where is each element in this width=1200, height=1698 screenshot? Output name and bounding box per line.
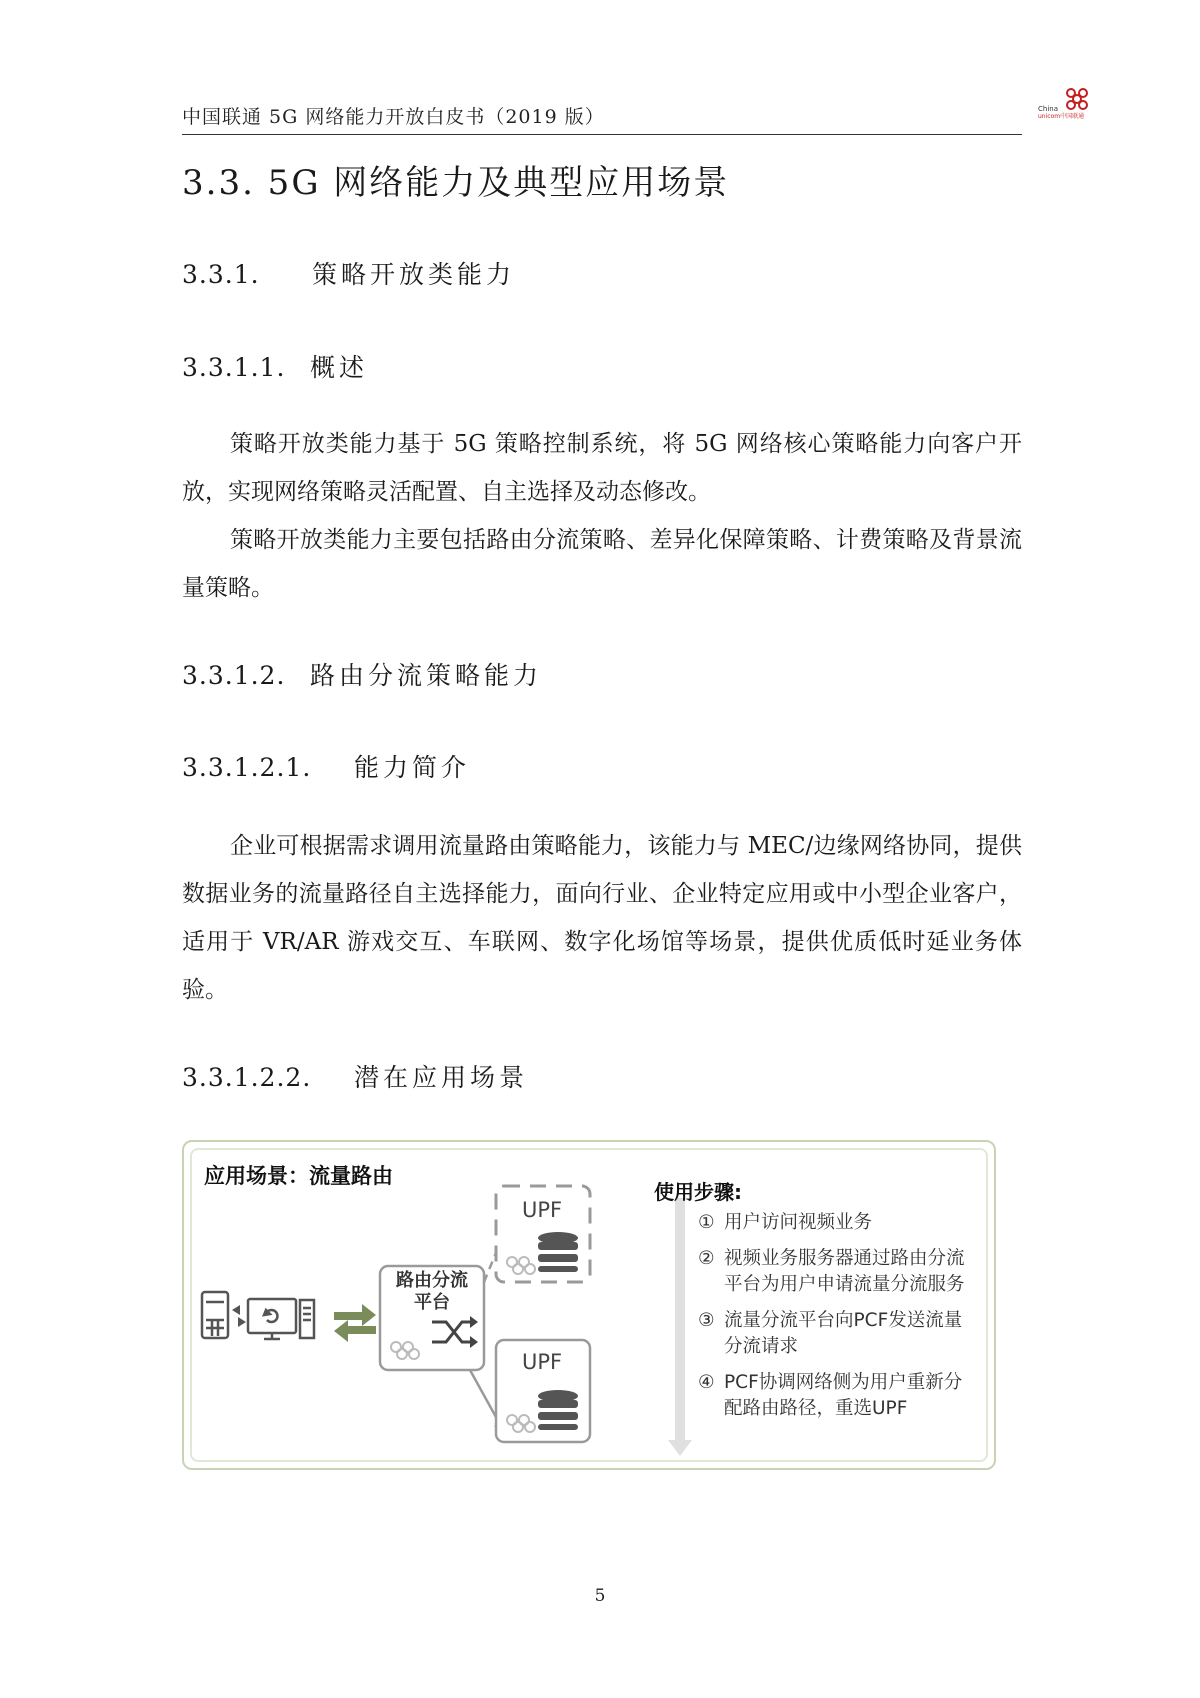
step-text: PCF协调网络侧为用户重新分配路由路径，重选UPF bbox=[724, 1372, 963, 1419]
bidirectional-green-arrow-icon bbox=[334, 1304, 376, 1342]
company-logo bbox=[1038, 86, 1094, 122]
routing-platform-label bbox=[382, 1270, 482, 1314]
header-title: 中国联通 5G 网络能力开放白皮书（2019 版） bbox=[182, 106, 605, 128]
scenario-figure bbox=[182, 1140, 996, 1470]
heading-text: 潜在应用场景 bbox=[354, 1063, 529, 1092]
logo-china-text: China bbox=[1038, 105, 1058, 113]
upf-top-label: UPF bbox=[522, 1198, 563, 1222]
heading-number: 3.3.1.2. bbox=[182, 661, 286, 690]
step-number: ③ bbox=[698, 1310, 715, 1331]
step-item bbox=[698, 1370, 978, 1422]
platform-label-line1: 路由分流 bbox=[396, 1270, 468, 1291]
steps-progress-arrow bbox=[668, 1198, 692, 1456]
figure-title: 应用场景：流量路由 bbox=[204, 1164, 393, 1188]
heading-3-3-1 bbox=[182, 255, 515, 291]
platform-label-line2: 平台 bbox=[414, 1292, 450, 1313]
step-text: 视频业务服务器通过路由分流平台为用户申请流量分流服务 bbox=[724, 1248, 965, 1295]
heading-text: 策略开放类能力 bbox=[312, 260, 516, 289]
step-item bbox=[698, 1210, 978, 1236]
heading-3-3-1-1 bbox=[182, 348, 368, 384]
unicom-knot-icon bbox=[1062, 86, 1092, 112]
heading-text: 能力简介 bbox=[354, 753, 471, 782]
section-heading: 3.3. 5G 网络能力及典型应用场景 bbox=[182, 163, 730, 203]
phone-icon bbox=[202, 1292, 228, 1338]
heading-number: 3.3.1. bbox=[182, 260, 260, 289]
step-text: 流量分流平台向PCF发送流量分流请求 bbox=[724, 1310, 963, 1357]
intro-paragraph: 企业可根据需求调用流量路由策略能力，该能力与 MEC/边缘网络协同，提供数据业务的流量路径自主选择能力，面向行业、企业特定应用或中小型企业客户，适用于 VR/AR 游戏交互、车联网、数字化场馆等场景，提供优质低时延业务体验。 bbox=[182, 833, 1022, 1003]
header-rule bbox=[182, 134, 1022, 135]
heading-number: 3.3.1.1. bbox=[182, 353, 286, 382]
page-number: 5 bbox=[594, 1586, 606, 1606]
step-number: ② bbox=[698, 1248, 715, 1269]
step-item bbox=[698, 1246, 978, 1298]
heading-3-3-1-2-2 bbox=[182, 1058, 528, 1094]
steps-title: 使用步骤: bbox=[654, 1180, 742, 1204]
link-arrows-icon bbox=[232, 1305, 246, 1327]
overview-paragraph-2: 策略开放类能力主要包括路由分流策略、差异化保障策略、计费策略及背景流量策略。 bbox=[182, 527, 1022, 601]
logo-unicom-text: unicom中国联通 bbox=[1038, 113, 1085, 120]
computer-icon bbox=[248, 1299, 314, 1339]
heading-3-3-1-2-1 bbox=[182, 748, 470, 784]
step-number: ① bbox=[698, 1212, 715, 1233]
heading-text: 路由分流策略能力 bbox=[310, 661, 543, 690]
steps-list bbox=[698, 1210, 978, 1432]
overview-paragraph-1: 策略开放类能力基于 5G 策略控制系统，将 5G 网络核心策略能力向客户开放，实现网络策略灵活配置、自主选择及动态修改。 bbox=[182, 431, 1022, 505]
heading-number: 3.3.1.2.2. bbox=[182, 1063, 312, 1092]
heading-number: 3.3.1.2.1. bbox=[182, 753, 312, 782]
step-item bbox=[698, 1308, 978, 1360]
upf-bottom-label: UPF bbox=[522, 1350, 563, 1374]
step-number: ④ bbox=[698, 1372, 715, 1393]
heading-text: 概述 bbox=[310, 353, 369, 382]
heading-3-3-1-2 bbox=[182, 656, 542, 692]
step-text: 用户访问视频业务 bbox=[724, 1212, 873, 1233]
